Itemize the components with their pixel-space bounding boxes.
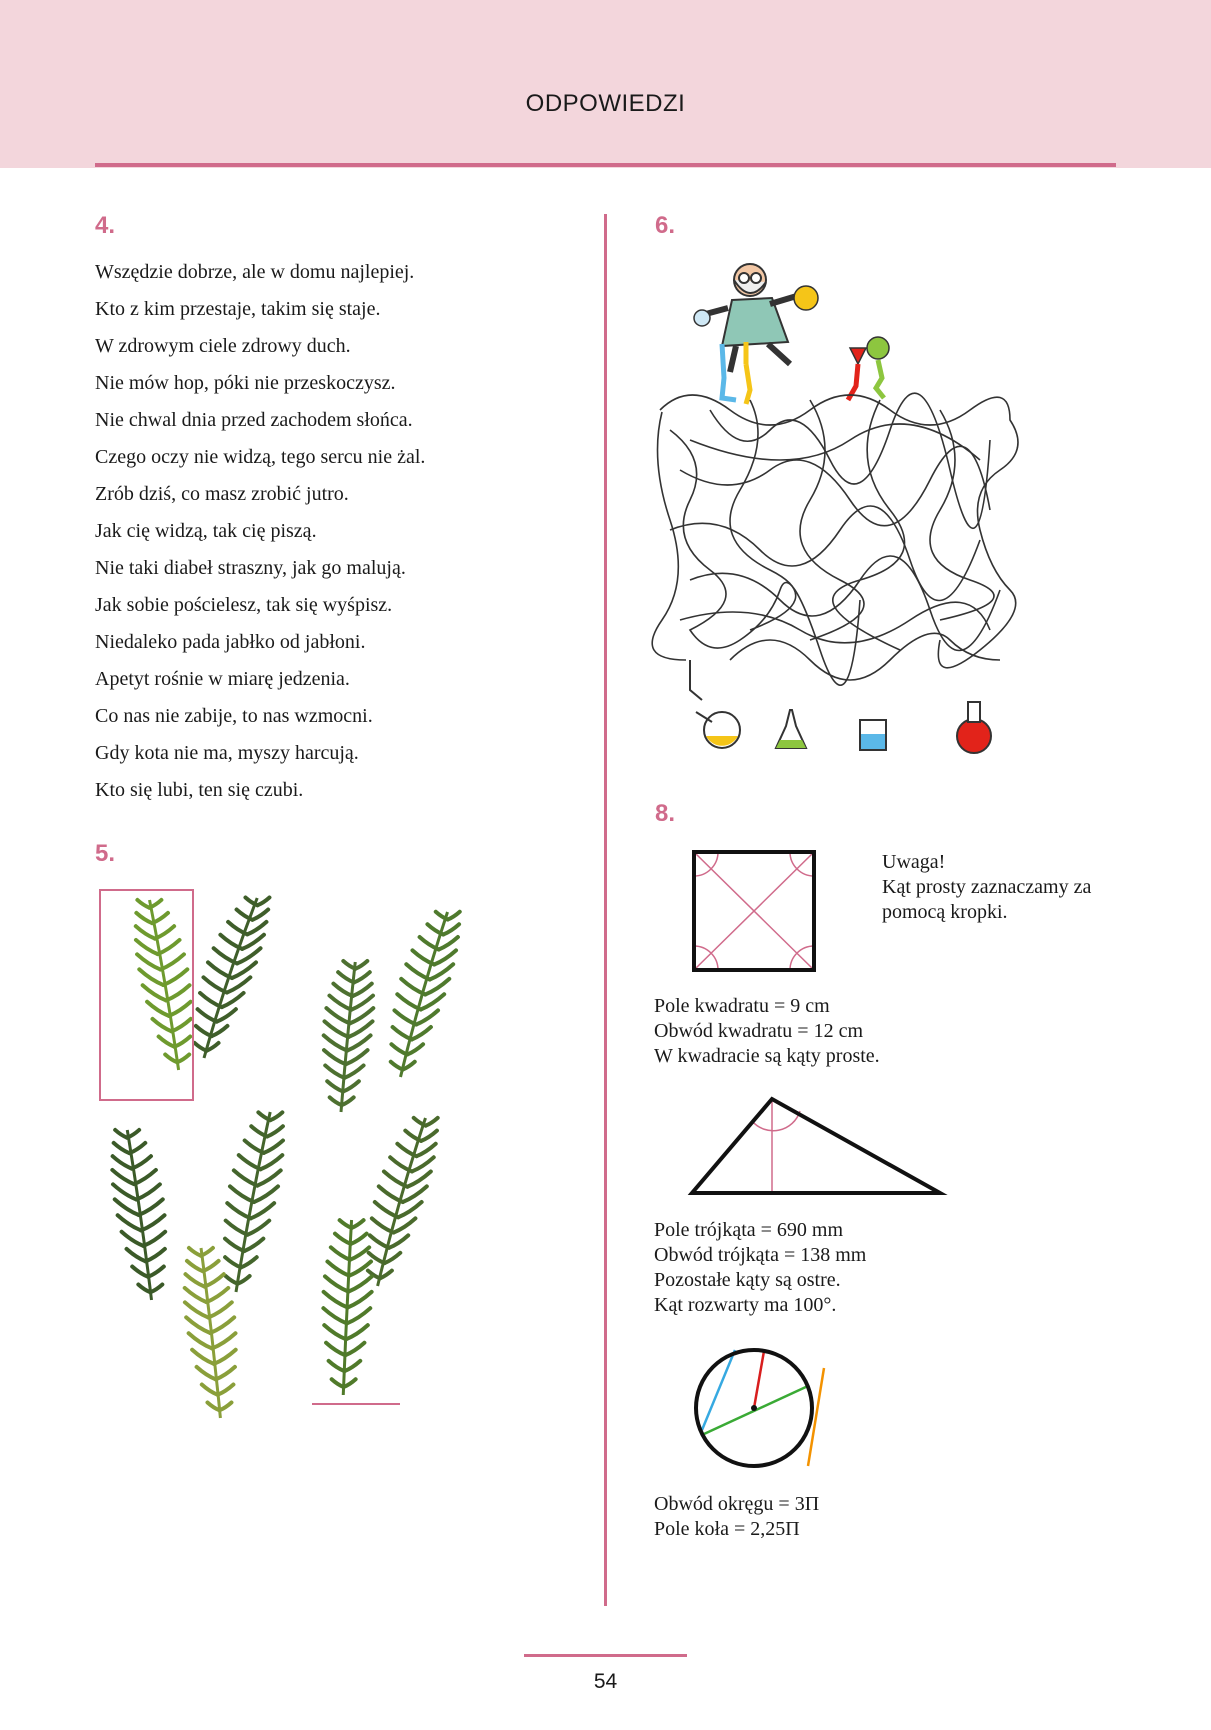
circle-figure [688, 1346, 838, 1476]
triangle-figure [688, 1095, 948, 1199]
header-rule [95, 163, 1116, 167]
square-figure [690, 848, 820, 976]
section-number-5: 5. [95, 840, 116, 867]
flasks [690, 660, 991, 753]
conifer-branch [185, 1248, 236, 1418]
scientist-figure [694, 264, 889, 404]
list-item: Nie chwal dnia przed zachodem słońca. [95, 409, 413, 431]
triangle-info [654, 1218, 866, 1318]
branches-illustration [0, 880, 600, 1420]
list-item: Wszędzie dobrze, ale w domu najlepiej. [95, 261, 415, 283]
note-line: pomocą kropki. [882, 901, 1008, 923]
list-item: Kto z kim przestaje, takim się staje. [95, 298, 381, 320]
section-number-6: 6. [655, 212, 676, 239]
circle-area: Pole koła = 2,25Π [654, 1518, 800, 1540]
section-number-8: 8. [655, 800, 676, 827]
maze-illustration [650, 260, 1050, 760]
note-line: Uwaga! [882, 851, 946, 873]
square-angles: W kwadracie są kąty proste. [654, 1045, 880, 1067]
list-item: Gdy kota nie ma, myszy harcują. [95, 742, 359, 764]
column-divider [604, 214, 607, 1606]
circle-circumference: Obwód okręgu = 3Π [654, 1493, 820, 1515]
conifer-branch [391, 912, 460, 1077]
conifer-branch [195, 897, 270, 1058]
proverb-list [95, 258, 425, 813]
list-item: Jak cię widzą, tak cię piszą. [95, 520, 317, 542]
circle-info [654, 1492, 819, 1542]
list-item: Kto się lubi, ten się czubi. [95, 779, 304, 801]
list-item: Czego oczy nie widzą, tego sercu nie żal. [95, 446, 426, 468]
page-number-rule [524, 1654, 687, 1657]
square-area: Pole kwadratu = 9 cm [654, 995, 830, 1017]
conifer-branch [225, 1112, 283, 1292]
page-title: ODPOWIEDZI [525, 90, 686, 117]
list-item: Apetyt rośnie w miarę jedzenia. [95, 668, 350, 690]
list-item: Nie mów hop, póki nie przeskoczysz. [95, 372, 396, 394]
triangle-obtuse-angle: Kąt rozwarty ma 100°. [654, 1294, 837, 1316]
header-band [0, 0, 1211, 168]
triangle-area: Pole trójkąta = 690 mm [654, 1219, 844, 1241]
conifer-branch [368, 1118, 438, 1286]
list-item: Jak sobie pościelesz, tak się wyśpisz. [95, 594, 393, 616]
right-angle-note [882, 850, 1091, 925]
conifer-branch [112, 1130, 165, 1300]
list-item: Niedaleko pada jabłko od jabłoni. [95, 631, 366, 653]
tangled-pipes [652, 393, 1018, 685]
triangle-perimeter: Obwód trójkąta = 138 mm [654, 1244, 867, 1266]
section-number-4: 4. [95, 212, 116, 239]
conifer-branch [324, 961, 374, 1112]
square-info [654, 994, 880, 1069]
conifer-branch [136, 900, 191, 1070]
list-item: Co nas nie zabije, to nas wzmocni. [95, 705, 373, 727]
triangle-angles: Pozostałe kąty są ostre. [654, 1269, 841, 1291]
list-item: Nie taki diabeł straszny, jak go malują. [95, 557, 406, 579]
square-perimeter: Obwód kwadratu = 12 cm [654, 1020, 864, 1042]
list-item: Zrób dziś, co masz zrobić jutro. [95, 483, 349, 505]
list-item: W zdrowym ciele zdrowy duch. [95, 335, 351, 357]
note-line: Kąt prosty zaznaczamy za [882, 876, 1092, 898]
conifer-branch [323, 1220, 371, 1395]
page-number: 54 [593, 1670, 618, 1693]
